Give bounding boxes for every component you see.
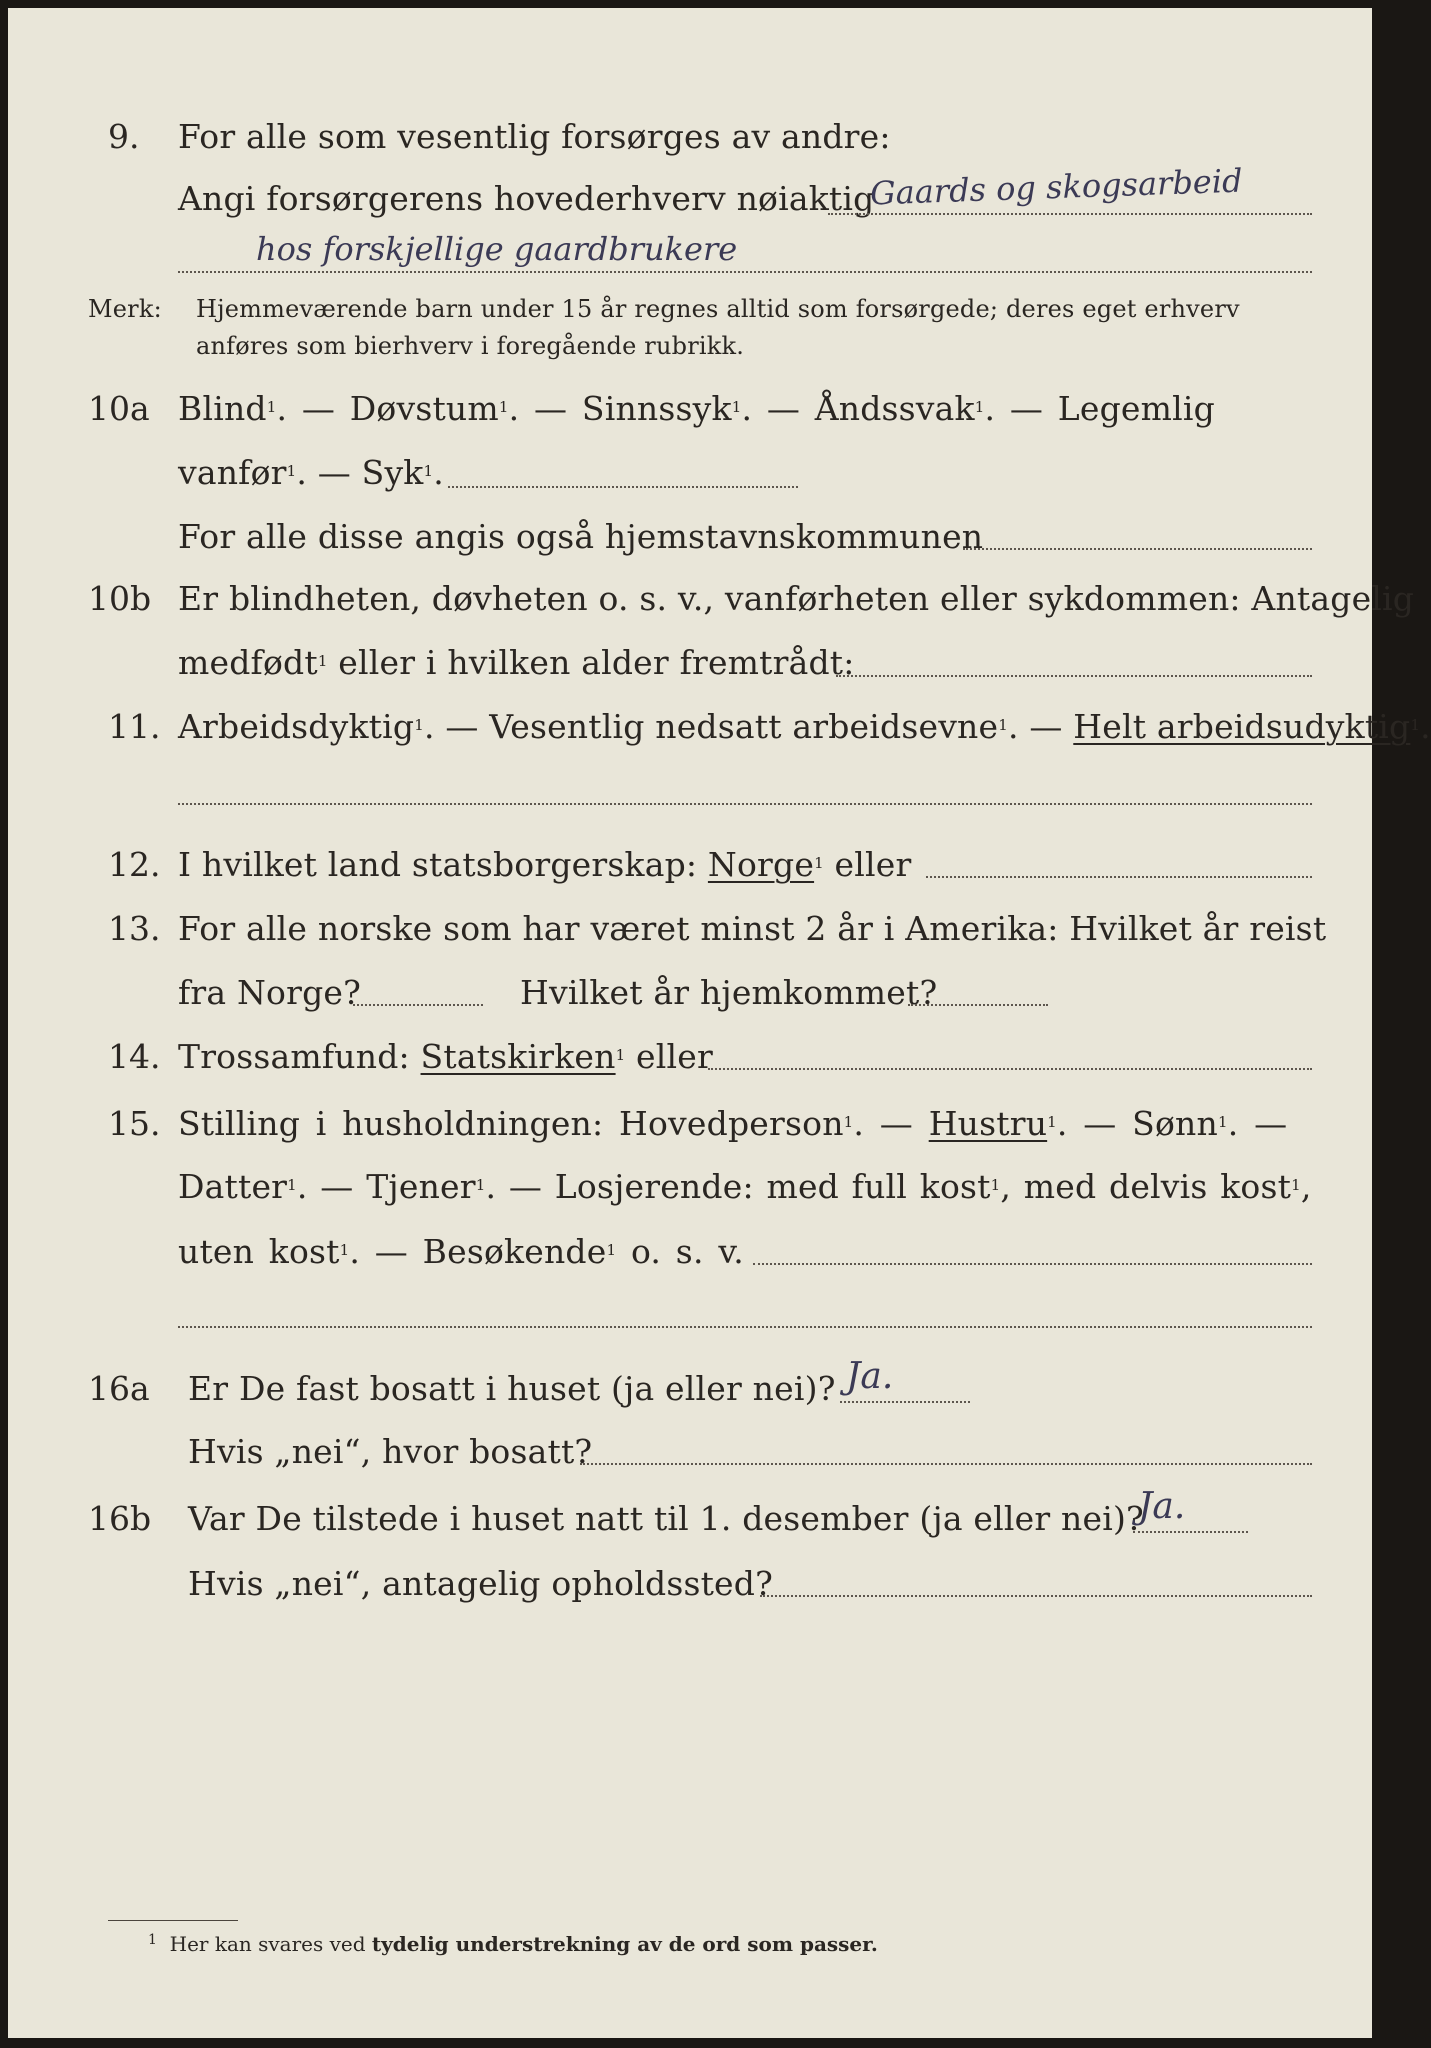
q15-extra-line [178,1326,1312,1328]
q11-line: Arbeidsdyktig$^1$. — Vesentlig nedsatt arbeidsevne$^1$. — Helt arbeidsudyktig$^1$. [178,707,1431,746]
q15-line1: Stilling i husholdningen: Hovedperson$^1$. — Hustru$^1$. — Sønn$^1$. — [178,1104,1288,1143]
q16a-residence-line [580,1463,1312,1465]
q10a-number: 10a [88,389,150,428]
q16a-number: 16a [88,1369,150,1408]
census-form-page [8,8,1431,2038]
q15-selected-option: Hustru [928,1104,1048,1143]
merk-line2: anføres som bierhverv i foregående rubrikk. [196,332,745,360]
q16b-answer-line [1133,1531,1248,1533]
q12-answer-line [926,876,1312,878]
q13-line2b: Hvilket år hjemkommet? [520,973,938,1012]
footnote-rule [108,1920,238,1921]
q11-selected-option: Helt arbeidsudyktig [1073,707,1411,746]
q10a-municipality-line [963,548,1312,550]
q9-line2: Angi forsørgerens hovederhverv nøiaktig [178,179,875,218]
q16b-number: 16b [88,1499,152,1538]
q13-return-line [908,1004,1048,1006]
q14-answer-line [708,1068,1312,1070]
q10a-sick-line [448,486,798,488]
q9-answer-line2 [178,271,1312,273]
q13-departure-line [353,1004,483,1006]
q15-number: 15. [108,1104,161,1143]
q16b-handwritten-answer: Ja. [1138,1486,1186,1527]
q9-line1: For alle som vesentlig forsørges av andre: [178,117,891,156]
q10a-line3: For alle disse angis også hjemstavnskommunen [178,517,984,556]
q10a-line1: Blind$^1$. — Døvstum$^1$. — Sinnssyk$^1$. — Åndssvak$^1$. — Legemlig [178,389,1215,428]
q13-line1: For alle norske som har været minst 2 år i Amerika: Hvilket år reist [178,909,1327,948]
merk-line1: Hjemmeværende barn under 15 år regnes alltid som forsørgede; deres eget erhverv [196,295,1240,323]
q10a-line2: vanfør$^1$. — Syk$^1$. [178,453,444,492]
q13-number: 13. [108,909,161,948]
q12-selected-option: Norge [707,845,815,884]
q10b-line1: Er blindheten, døvheten o. s. v., vanførheten eller sykdommen: Antagelig [178,579,1415,618]
q9-number: 9. [108,117,140,156]
q11-extra-line [178,803,1312,805]
q12-number: 12. [108,845,161,884]
q14-selected-option: Statskirken [420,1037,616,1076]
q16b-location-line [760,1595,1312,1597]
q10b-line2: medfødt$^1$ eller i hvilken alder fremtrådt: [178,643,855,682]
q15-answer-line [753,1263,1312,1265]
q11-number: 11. [108,707,161,746]
q16b-line2: Hvis „nei“, antagelig opholdssted? [188,1564,773,1603]
q12-line: I hvilket land statsborgerskap: Norge$^1$ eller [178,845,912,884]
q16a-handwritten-answer: Ja. [846,1356,894,1397]
q16a-answer-line [840,1401,970,1403]
q16b-line1: Var De tilstede i huset natt til 1. desember (ja eller nei)? [188,1499,1144,1538]
footnote: $^1$ Her kan svares ved tydelig understrekning av de ord som passer. [148,1932,878,1956]
q10b-answer-line [836,675,1312,677]
merk-label: Merk: [88,295,162,323]
q9-handwritten-answer1: Gaards og skogsarbeid [869,161,1244,213]
q14-line: Trossamfund: Statskirken$^1$ eller [178,1037,713,1076]
q9-handwritten-answer2: hos forskjellige gaardbrukere [256,230,738,268]
q16a-line2: Hvis „nei“, hvor bosatt? [188,1432,593,1471]
q13-line2a: fra Norge? [178,973,362,1012]
q15-line3: uten kost$^1$. — Besøkende$^1$ o. s. v. [178,1232,744,1271]
q9-answer-line1 [828,213,1312,215]
q14-number: 14. [108,1037,161,1076]
q10b-number: 10b [88,579,152,618]
q16a-line1: Er De fast bosatt i huset (ja eller nei)? [188,1369,836,1408]
q15-line2: Datter$^1$. — Tjener$^1$. — Losjerende: med full kost$^1$, med delvis kost$^1$, [178,1167,1312,1206]
